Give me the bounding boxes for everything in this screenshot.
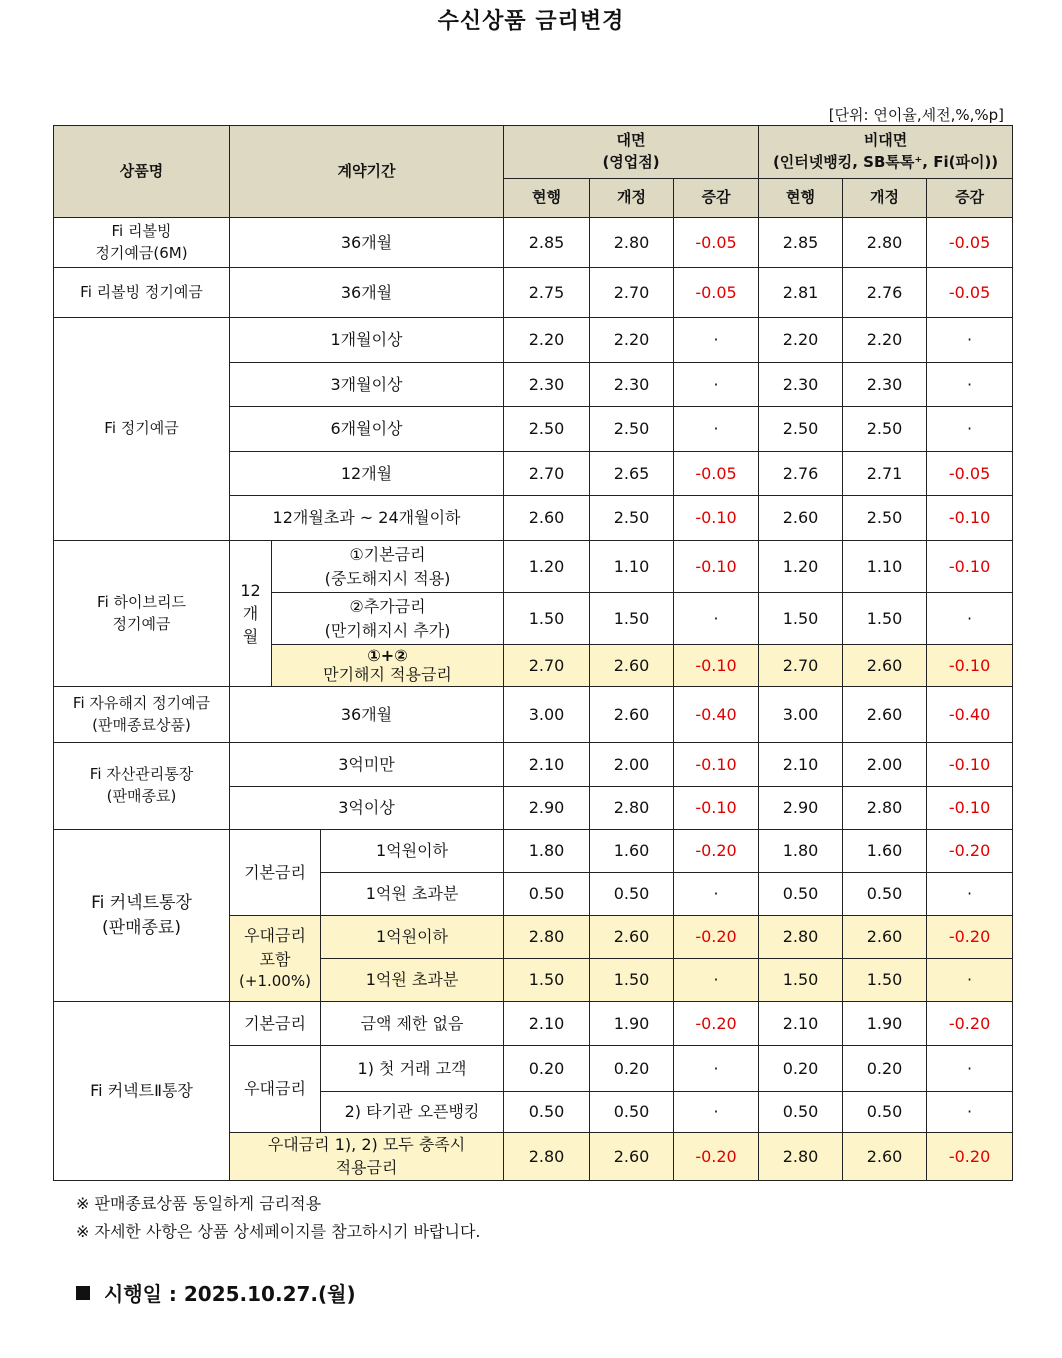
header-product: 상품명 — [54, 126, 230, 218]
term-cell: 금액 제한 없음 — [321, 1002, 504, 1046]
nonface-revised: 2.60 — [843, 687, 927, 743]
table-row — [54, 743, 1013, 787]
face-revised: 0.20 — [590, 1046, 674, 1092]
table-row — [54, 318, 1013, 363]
nonface-revised: 2.00 — [843, 743, 927, 787]
nonface-current: 3.00 — [759, 687, 843, 743]
term-cell: 36개월 — [230, 268, 504, 318]
nonface-change: -0.40 — [927, 687, 1013, 743]
nonface-change: -0.20 — [927, 1133, 1013, 1181]
product-name-line: 정기예금(6M) — [95, 243, 188, 262]
header-row-1 — [54, 126, 1013, 179]
black-square-icon — [76, 1286, 90, 1300]
rate-table — [53, 125, 1013, 1181]
nonface-current: 0.50 — [759, 873, 843, 916]
face-change: · — [674, 593, 759, 645]
term-line: 만기해지 적용금리 — [323, 664, 452, 684]
header-face-sub: (영업점) — [602, 153, 660, 171]
product-name-line: Fi 자유해지 정기예금 — [72, 693, 211, 712]
nonface-revised: 2.71 — [843, 452, 927, 496]
face-change: · — [674, 407, 759, 452]
nonface-revised: 0.50 — [843, 1092, 927, 1133]
nonface-current: 2.70 — [759, 645, 843, 687]
nonface-change: · — [927, 1046, 1013, 1092]
nonface-revised: 1.60 — [843, 830, 927, 873]
nonface-change: · — [927, 959, 1013, 1002]
term-cell — [272, 593, 504, 645]
nonface-revised: 2.30 — [843, 363, 927, 407]
nonface-current: 2.81 — [759, 268, 843, 318]
term-line: ②추가금리 — [349, 597, 426, 617]
term-vertical-char: 12 — [240, 580, 261, 600]
face-current: 0.20 — [504, 1046, 590, 1092]
nonface-revised: 2.20 — [843, 318, 927, 363]
header-term: 계약기간 — [230, 126, 504, 218]
face-revised: 0.50 — [590, 1092, 674, 1133]
nonface-revised: 2.80 — [843, 218, 927, 268]
face-revised: 1.90 — [590, 1002, 674, 1046]
face-change: -0.20 — [674, 1002, 759, 1046]
nonface-change: -0.20 — [927, 1002, 1013, 1046]
face-change: · — [674, 318, 759, 363]
face-change: -0.10 — [674, 645, 759, 687]
face-change: -0.05 — [674, 268, 759, 318]
face-change: -0.40 — [674, 687, 759, 743]
face-revised: 2.60 — [590, 645, 674, 687]
nonface-current: 2.30 — [759, 363, 843, 407]
face-revised: 2.80 — [590, 218, 674, 268]
nonface-current: 2.10 — [759, 1002, 843, 1046]
nonface-revised: 0.20 — [843, 1046, 927, 1092]
face-change: · — [674, 363, 759, 407]
nonface-change: -0.10 — [927, 743, 1013, 787]
product-name-line: Fi 자산관리통장 — [89, 765, 194, 784]
term-cell: 12개월 — [230, 452, 504, 496]
nonface-current: 2.80 — [759, 1133, 843, 1181]
face-current: 2.70 — [504, 452, 590, 496]
page-title: 수신상품 금리변경 — [437, 9, 625, 34]
product-name-line: Fi 하이브리드 — [97, 592, 186, 611]
term-cell: 6개월이상 — [230, 407, 504, 452]
term-cell: 3억이상 — [230, 787, 504, 830]
nonface-change: -0.10 — [927, 541, 1013, 593]
header-nonface-change: 증감 — [927, 179, 1013, 218]
face-current: 2.90 — [504, 787, 590, 830]
face-revised: 0.50 — [590, 873, 674, 916]
nonface-current: 0.20 — [759, 1046, 843, 1092]
term-cell: 1억원 초과분 — [321, 873, 504, 916]
nonface-revised: 0.50 — [843, 873, 927, 916]
product-name: Fi 커넥트Ⅱ통장 — [54, 1002, 230, 1181]
face-current: 2.20 — [504, 318, 590, 363]
term-cell: 1억원이하 — [321, 830, 504, 873]
nonface-revised: 2.60 — [843, 645, 927, 687]
face-current: 2.80 — [504, 916, 590, 959]
header-face-label: 대면 — [616, 131, 646, 150]
notes — [76, 1190, 481, 1246]
term-line: ①기본금리 — [349, 545, 426, 565]
term-cell: 12개월초과 ~ 24개월이하 — [230, 496, 504, 541]
nonface-change: -0.10 — [927, 496, 1013, 541]
face-revised: 2.65 — [590, 452, 674, 496]
table-row — [54, 830, 1013, 873]
face-change: · — [674, 1092, 759, 1133]
nonface-current: 2.50 — [759, 407, 843, 452]
face-current: 1.50 — [504, 593, 590, 645]
header-nonface-revised: 개정 — [843, 179, 927, 218]
rate-type-base: 기본금리 — [230, 1002, 321, 1046]
face-revised: 1.50 — [590, 959, 674, 1002]
term-cell: 3개월이상 — [230, 363, 504, 407]
nonface-revised: 2.80 — [843, 787, 927, 830]
nonface-current: 1.50 — [759, 593, 843, 645]
product-name — [54, 218, 230, 268]
term-line: ①+② — [367, 646, 408, 666]
product-name: Fi 리볼빙 정기예금 — [54, 268, 230, 318]
unit-note: [단위: 연이율,세전,%,%p] — [828, 106, 1004, 124]
header-face-revised: 개정 — [590, 179, 674, 218]
rate-type-preferred: 우대금리 — [230, 1046, 321, 1133]
nonface-current: 2.76 — [759, 452, 843, 496]
nonface-change: · — [927, 873, 1013, 916]
nonface-revised: 2.76 — [843, 268, 927, 318]
term-vertical-char: 월 — [242, 627, 259, 647]
face-current: 2.10 — [504, 743, 590, 787]
nonface-current: 2.20 — [759, 318, 843, 363]
face-change: -0.10 — [674, 743, 759, 787]
rate-type-line: 우대금리 — [244, 926, 306, 946]
term-cell: 2) 타기관 오픈뱅킹 — [321, 1092, 504, 1133]
face-current: 2.10 — [504, 1002, 590, 1046]
header-nonface-sub: (인터넷뱅킹, SB톡톡⁺, Fi(파이)) — [772, 153, 999, 171]
header-face-current: 현행 — [504, 179, 590, 218]
table-row — [54, 687, 1013, 743]
nonface-current: 2.60 — [759, 496, 843, 541]
header-nonface — [759, 126, 1013, 179]
face-current: 0.50 — [504, 1092, 590, 1133]
face-change: · — [674, 873, 759, 916]
face-change: -0.10 — [674, 496, 759, 541]
face-revised: 2.60 — [590, 687, 674, 743]
nonface-current: 1.50 — [759, 959, 843, 1002]
face-revised: 2.80 — [590, 787, 674, 830]
header-nonface-current: 현행 — [759, 179, 843, 218]
face-revised: 1.50 — [590, 593, 674, 645]
face-change: -0.10 — [674, 541, 759, 593]
term-line: 적용금리 — [335, 1157, 398, 1177]
nonface-current: 2.90 — [759, 787, 843, 830]
effective-date-text: 시행일 : 2025.10.27.(월) — [104, 1282, 356, 1306]
nonface-current: 0.50 — [759, 1092, 843, 1133]
face-current: 2.80 — [504, 1133, 590, 1181]
nonface-revised: 1.90 — [843, 1002, 927, 1046]
product-name-line: (판매종료) — [106, 787, 177, 805]
effective-date — [76, 1278, 356, 1307]
nonface-change: · — [927, 593, 1013, 645]
nonface-revised: 1.50 — [843, 593, 927, 645]
nonface-change: -0.05 — [927, 218, 1013, 268]
nonface-current: 1.80 — [759, 830, 843, 873]
product-name — [54, 743, 230, 830]
face-change: · — [674, 1046, 759, 1092]
nonface-revised: 2.50 — [843, 407, 927, 452]
face-revised: 2.60 — [590, 1133, 674, 1181]
rate-type-preferred — [230, 916, 321, 1002]
term-vertical-char: 개 — [242, 603, 259, 623]
term-cell: 36개월 — [230, 687, 504, 743]
face-revised: 2.20 — [590, 318, 674, 363]
product-name — [54, 830, 230, 1002]
face-current: 2.75 — [504, 268, 590, 318]
face-current: 1.80 — [504, 830, 590, 873]
product-name-line: Fi 커넥트통장 — [91, 892, 192, 913]
table-row — [54, 1002, 1013, 1046]
nonface-change: · — [927, 407, 1013, 452]
term-vertical-text — [232, 579, 269, 649]
nonface-change: · — [927, 1092, 1013, 1133]
term-cell — [230, 1133, 504, 1181]
rate-type-line: (+1.00%) — [239, 971, 311, 990]
nonface-change: -0.20 — [927, 830, 1013, 873]
product-name — [54, 687, 230, 743]
header-nonface-label: 비대면 — [863, 131, 908, 150]
term-cell — [272, 645, 504, 687]
nonface-revised: 2.60 — [843, 916, 927, 959]
face-current: 2.70 — [504, 645, 590, 687]
note-line: ※ 자세한 사항은 상품 상세페이지를 참고하시기 바랍니다. — [76, 1222, 481, 1241]
term-cell — [272, 541, 504, 593]
term-line: 우대금리 1), 2) 모두 충족시 — [267, 1135, 466, 1155]
face-current: 2.85 — [504, 218, 590, 268]
nonface-current: 2.85 — [759, 218, 843, 268]
term-cell: 1억원 초과분 — [321, 959, 504, 1002]
face-change: -0.20 — [674, 916, 759, 959]
nonface-current: 1.20 — [759, 541, 843, 593]
face-current: 1.50 — [504, 959, 590, 1002]
table-row — [54, 541, 1013, 593]
product-name-line: Fi 리볼빙 — [111, 221, 172, 240]
face-current: 2.30 — [504, 363, 590, 407]
face-current: 2.50 — [504, 407, 590, 452]
nonface-revised: 1.10 — [843, 541, 927, 593]
face-current: 2.60 — [504, 496, 590, 541]
face-current: 0.50 — [504, 873, 590, 916]
note-line: ※ 판매종료상품 동일하게 금리적용 — [76, 1194, 322, 1213]
face-revised: 2.70 — [590, 268, 674, 318]
term-vertical-label — [230, 541, 272, 687]
nonface-revised: 1.50 — [843, 959, 927, 1002]
face-revised: 2.30 — [590, 363, 674, 407]
term-cell: 3억미만 — [230, 743, 504, 787]
nonface-change: · — [927, 363, 1013, 407]
table-row — [54, 268, 1013, 318]
face-change: · — [674, 959, 759, 1002]
term-cell: 1) 첫 거래 고객 — [321, 1046, 504, 1092]
nonface-change: · — [927, 318, 1013, 363]
nonface-revised: 2.50 — [843, 496, 927, 541]
term-cell: 36개월 — [230, 218, 504, 268]
nonface-change: -0.10 — [927, 787, 1013, 830]
nonface-current: 2.80 — [759, 916, 843, 959]
face-revised: 2.60 — [590, 916, 674, 959]
face-current: 1.20 — [504, 541, 590, 593]
nonface-revised: 2.60 — [843, 1133, 927, 1181]
face-change: -0.20 — [674, 830, 759, 873]
product-name — [54, 541, 230, 687]
rate-type-line: 포함 — [259, 949, 291, 969]
face-revised: 2.50 — [590, 496, 674, 541]
table-row — [54, 218, 1013, 268]
face-revised: 1.60 — [590, 830, 674, 873]
product-name: Fi 정기예금 — [54, 318, 230, 541]
header-face — [504, 126, 759, 179]
face-revised: 2.50 — [590, 407, 674, 452]
face-change: -0.05 — [674, 218, 759, 268]
face-change: -0.20 — [674, 1133, 759, 1181]
face-current: 3.00 — [504, 687, 590, 743]
term-cell: 1개월이상 — [230, 318, 504, 363]
nonface-change: -0.05 — [927, 452, 1013, 496]
face-change: -0.10 — [674, 787, 759, 830]
rate-type-base: 기본금리 — [230, 830, 321, 916]
nonface-current: 2.10 — [759, 743, 843, 787]
term-cell: 1억원이하 — [321, 916, 504, 959]
product-name-line: (판매종료상품) — [92, 715, 191, 734]
header-face-change: 증감 — [674, 179, 759, 218]
product-name-line: (판매종료) — [102, 917, 181, 938]
face-change: -0.05 — [674, 452, 759, 496]
product-name-line: 정기예금 — [112, 614, 171, 633]
term-line: (중도해지시 적용) — [324, 568, 451, 588]
term-line: (만기해지시 추가) — [324, 620, 451, 640]
nonface-change: -0.05 — [927, 268, 1013, 318]
face-revised: 2.00 — [590, 743, 674, 787]
nonface-change: -0.20 — [927, 916, 1013, 959]
nonface-change: -0.10 — [927, 645, 1013, 687]
face-revised: 1.10 — [590, 541, 674, 593]
